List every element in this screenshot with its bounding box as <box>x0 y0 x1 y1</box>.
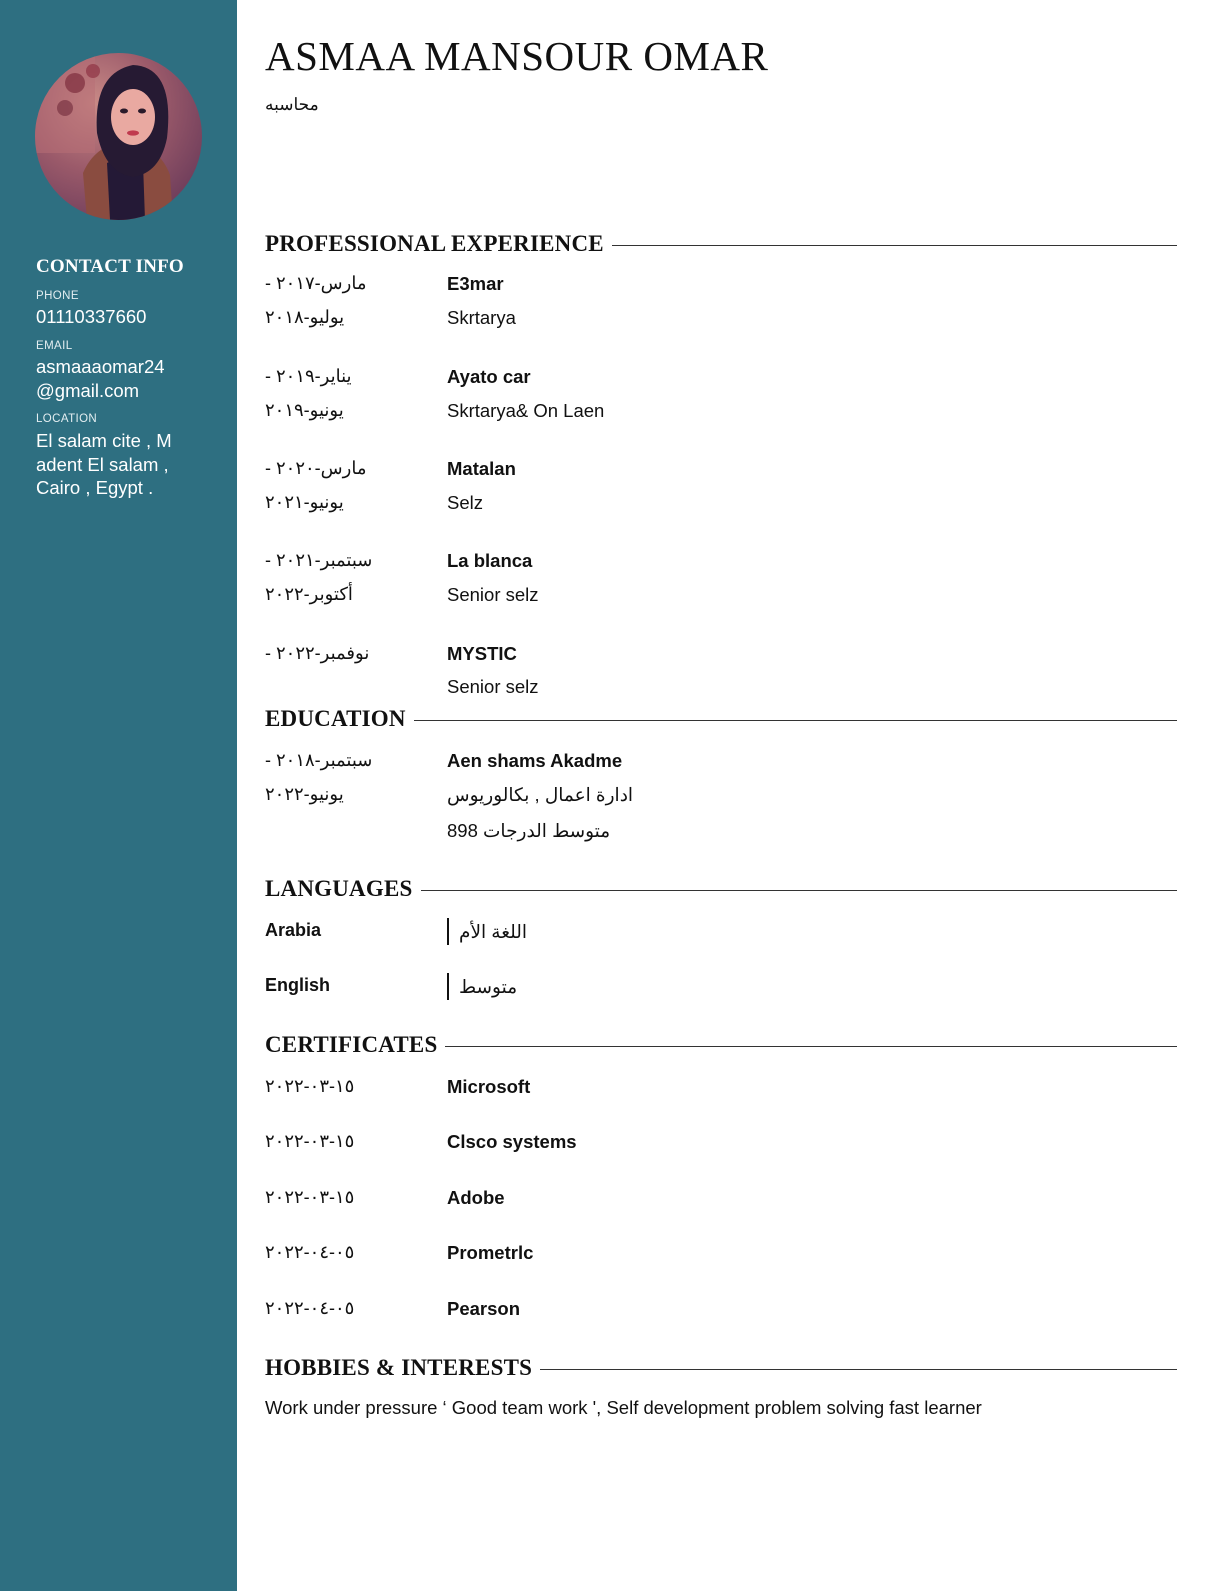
experience-item <box>265 550 1177 578</box>
certificate-date: ١٥-٠٣-٢٠٢٢ <box>265 1131 355 1151</box>
certificate-item <box>265 1076 1177 1104</box>
certificate-name: Clsco systems <box>447 1131 577 1152</box>
education-heading: EDUCATION <box>265 706 406 731</box>
person-name: ASMAA MANSOUR OMAR <box>265 33 769 79</box>
certificates-heading: CERTIFICATES <box>265 1032 438 1057</box>
experience-item-detail <box>265 676 1177 704</box>
email-line-1: asmaaaomar24 <box>36 356 165 377</box>
certificate-item <box>265 1242 1177 1270</box>
language-name: English <box>265 975 331 995</box>
phone-label: PHONE <box>36 290 79 302</box>
experience-position: Selz <box>447 492 483 513</box>
hobbies-text: Work under pressure ‘ Good team work ', Self development problem solving fast learner <box>265 1397 982 1418</box>
experience-item <box>265 643 1177 671</box>
certificates-section-header <box>265 1030 1177 1060</box>
certificate-date: ٠٥-٠٤-٢٠٢٢ <box>265 1242 355 1262</box>
certificate-item <box>265 1187 1177 1215</box>
education-item <box>265 750 1177 778</box>
location-line-1: El salam cite , M <box>36 430 172 451</box>
language-item <box>265 920 1177 948</box>
location-value <box>36 429 211 500</box>
experience-company: La blanca <box>447 550 533 571</box>
section-divider <box>612 245 1177 246</box>
certificate-date: ١٥-٠٣-٢٠٢٢ <box>265 1187 355 1207</box>
experience-start-date: يناير-٢٠١٩ - <box>265 366 352 386</box>
contact-info-heading: CONTACT INFO <box>36 256 184 277</box>
experience-company: MYSTIC <box>447 643 517 664</box>
experience-heading: PROFESSIONAL EXPERIENCE <box>265 231 604 256</box>
experience-start-date: سبتمبر-٢٠٢١ - <box>265 550 373 570</box>
experience-item-detail <box>265 492 1177 520</box>
education-end-date: يونيو-٢٠٢٢ <box>265 784 344 804</box>
certificate-name: Adobe <box>447 1187 505 1208</box>
phone-value: 01110337660 <box>36 306 147 327</box>
location-line-2: adent El salam , <box>36 453 169 475</box>
experience-end-date: يونيو-٢٠٢١ <box>265 492 344 512</box>
experience-start-date: مارس-٢٠٢٠ - <box>265 458 367 478</box>
email-value <box>36 355 211 402</box>
certificate-name: Prometrlc <box>447 1242 534 1263</box>
experience-company: Matalan <box>447 458 516 479</box>
education-grade: متوسط الدرجات 898 <box>447 820 611 841</box>
experience-company: Ayato car <box>447 366 531 387</box>
education-school: Aen shams Akadme <box>447 750 623 771</box>
experience-item-detail <box>265 584 1177 612</box>
experience-end-date: أكتوبر-٢٠٢٢ <box>265 584 353 604</box>
certificate-date: ١٥-٠٣-٢٠٢٢ <box>265 1076 355 1096</box>
experience-item <box>265 458 1177 486</box>
experience-item <box>265 366 1177 394</box>
language-level: اللغة الأم <box>447 918 527 945</box>
education-section-header <box>265 704 1177 734</box>
experience-section-header <box>265 229 1177 259</box>
experience-end-date: يوليو-٢٠١٨ <box>265 307 345 327</box>
language-item <box>265 975 1177 1003</box>
languages-section-header <box>265 874 1177 904</box>
section-divider <box>414 720 1177 721</box>
education-start-date: سبتمبر-٢٠١٨ - <box>265 750 373 770</box>
certificate-item <box>265 1131 1177 1159</box>
language-level: متوسط <box>447 973 517 1000</box>
experience-item-detail <box>265 307 1177 335</box>
job-title: محاسبه <box>265 95 319 114</box>
experience-company: E3mar <box>447 273 504 294</box>
hobbies-section-header <box>265 1353 1177 1383</box>
section-divider <box>540 1369 1177 1370</box>
experience-start-date: مارس-٢٠١٧ - <box>265 273 367 293</box>
experience-position: Skrtarya& On Laen <box>447 400 605 421</box>
experience-position: Senior selz <box>447 676 539 697</box>
education-item-detail <box>265 784 1177 812</box>
certificate-name: Microsoft <box>447 1076 531 1097</box>
language-name: Arabia <box>265 920 322 940</box>
experience-start-date: نوفمبر-٢٠٢٢ - <box>265 643 370 663</box>
education-degree: ادارة اعمال , بكالوريوس <box>447 784 634 805</box>
experience-end-date: يونيو-٢٠١٩ <box>265 400 344 420</box>
avatar <box>35 53 202 220</box>
location-label: LOCATION <box>36 413 98 425</box>
certificate-name: Pearson <box>447 1298 521 1319</box>
experience-position: Skrtarya <box>447 307 516 328</box>
location-line-3: Cairo , Egypt . <box>36 477 154 498</box>
education-item-detail <box>265 820 1177 848</box>
hobbies-heading: HOBBIES & INTERESTS <box>265 1355 533 1380</box>
certificate-date: ٠٥-٠٤-٢٠٢٢ <box>265 1298 355 1318</box>
experience-item-detail <box>265 400 1177 428</box>
experience-item <box>265 273 1177 301</box>
sidebar <box>0 0 237 1591</box>
experience-position: Senior selz <box>447 584 539 605</box>
email-line-2: @gmail.com <box>36 379 140 401</box>
languages-heading: LANGUAGES <box>265 876 413 901</box>
email-label: EMAIL <box>36 340 73 352</box>
certificate-item <box>265 1298 1177 1326</box>
section-divider <box>421 890 1178 891</box>
profile-photo <box>35 53 202 220</box>
section-divider <box>445 1046 1177 1047</box>
